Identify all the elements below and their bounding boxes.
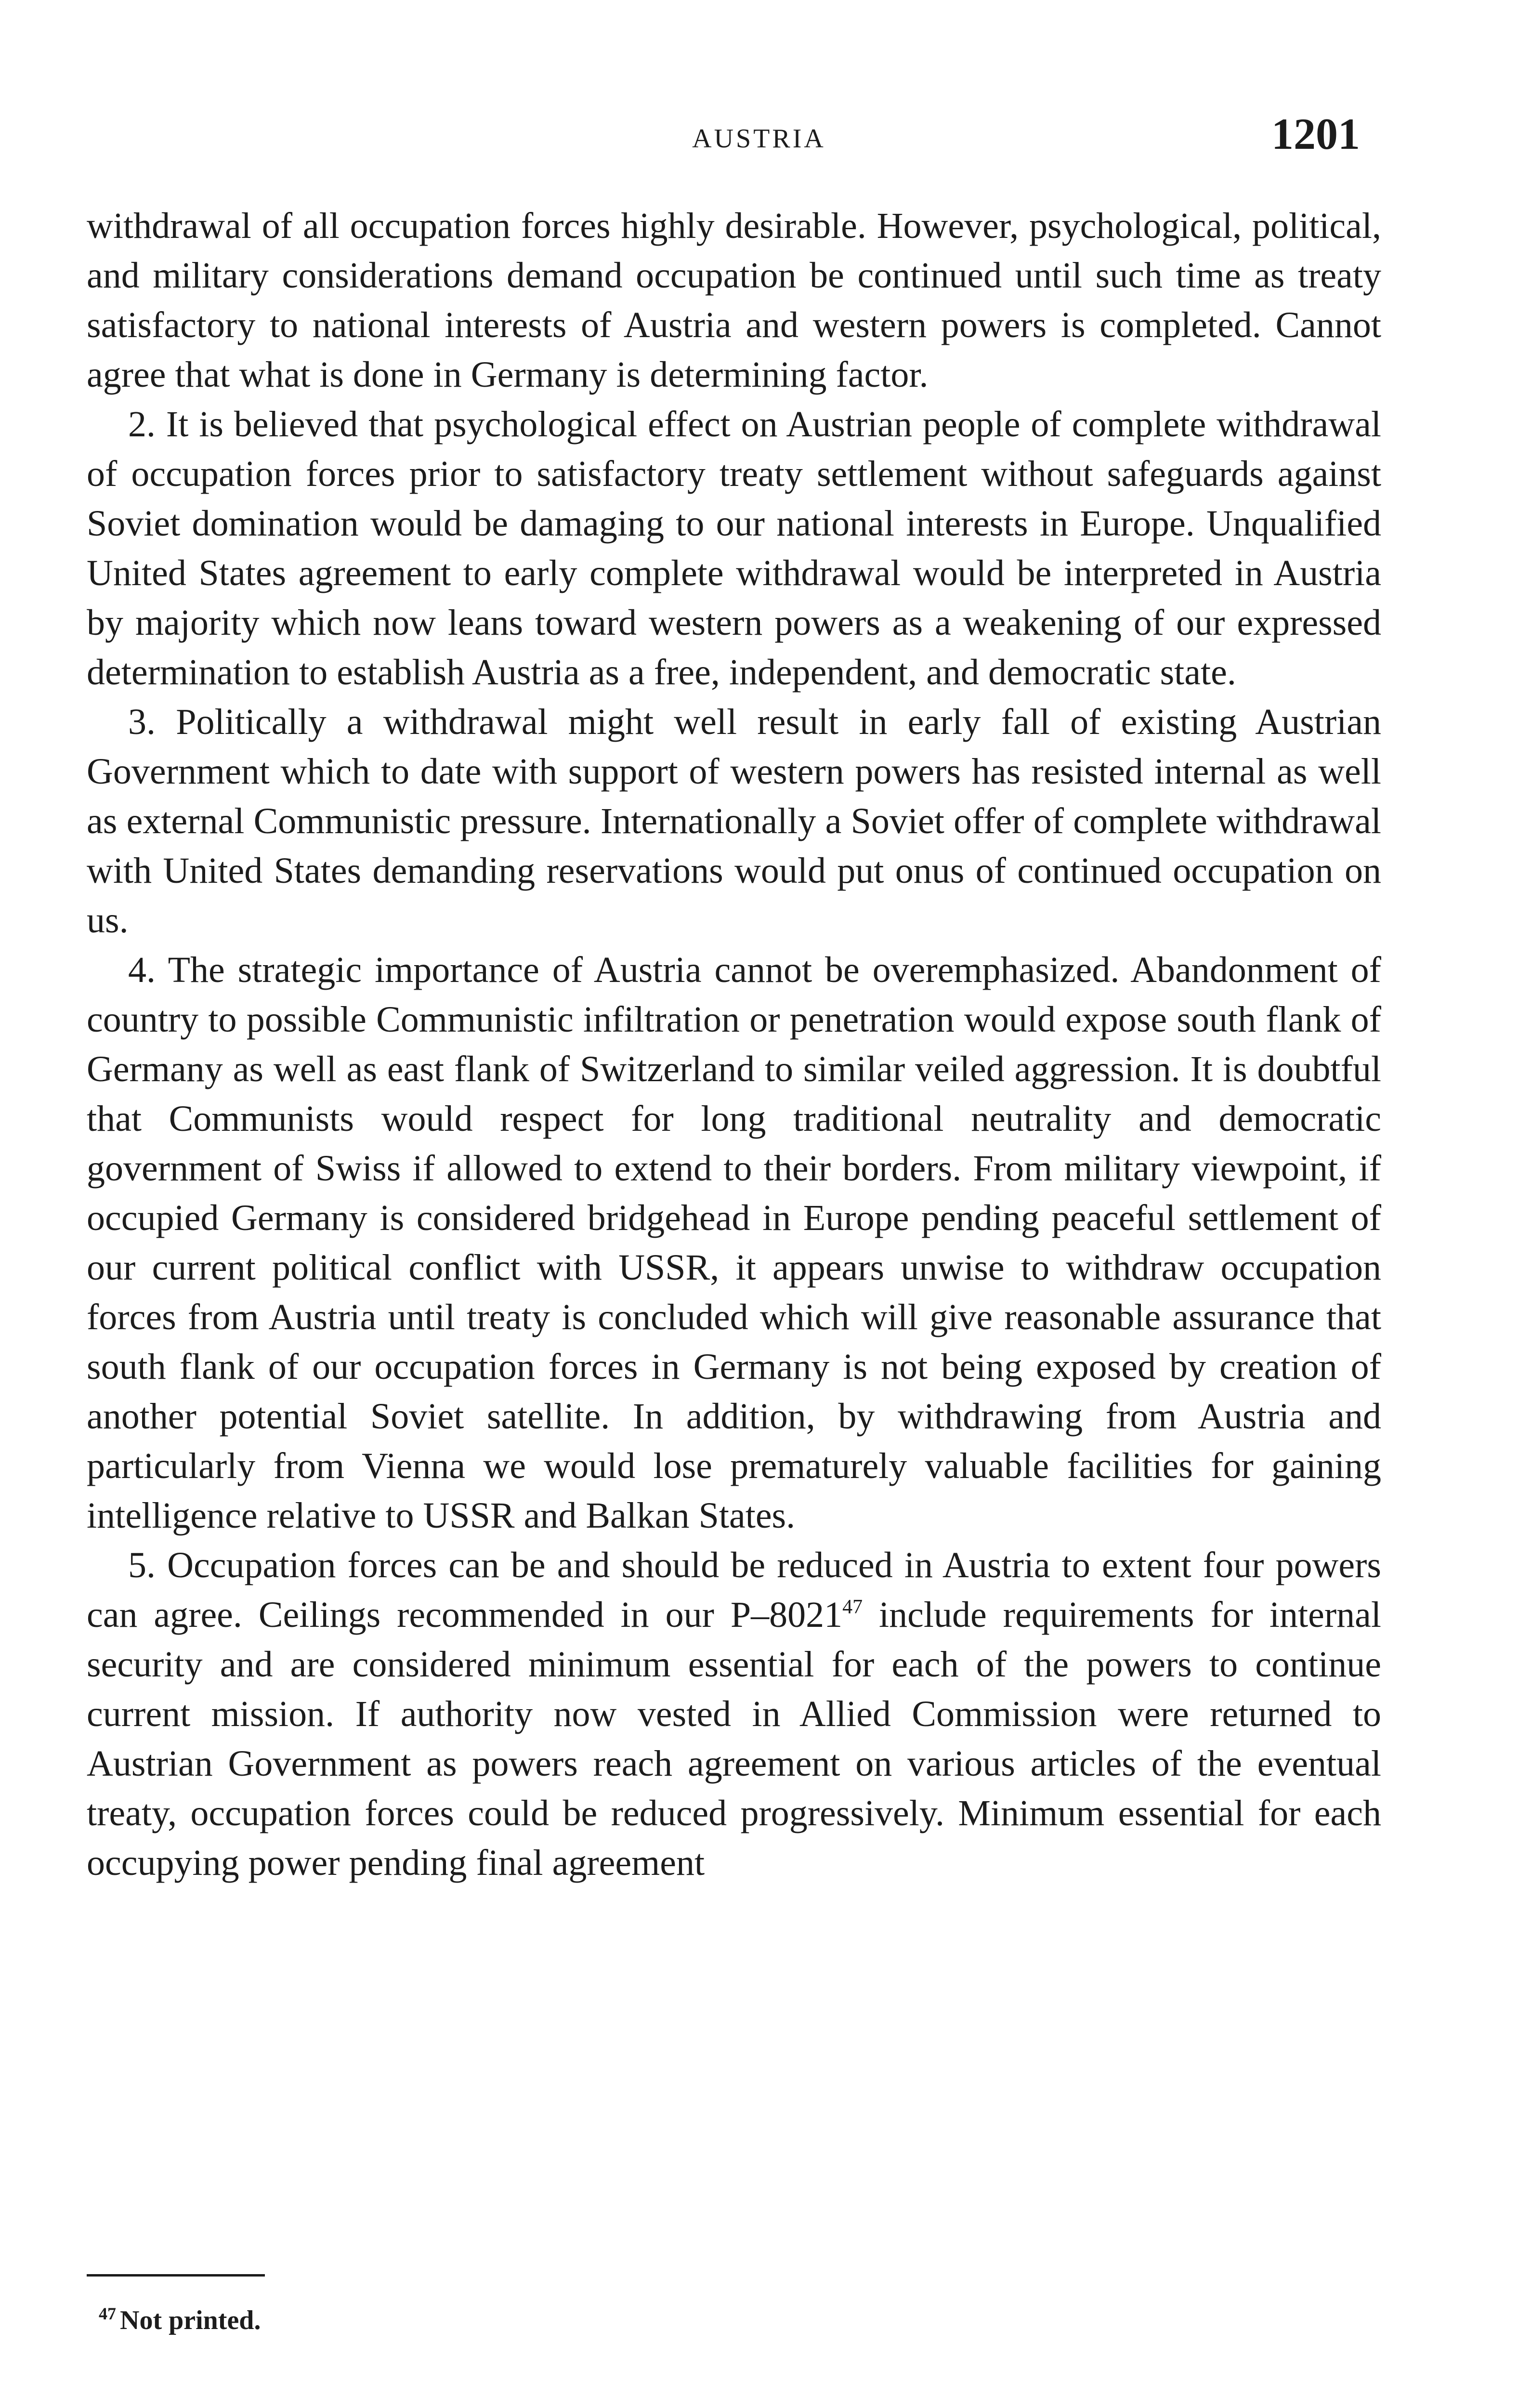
paragraph-2 [87, 400, 1381, 697]
paragraph-text: The strategic importance of Austria cannot be overemphasized. Abandonment of country to possible Communistic infiltration or penetration would expose south flank of Germany as well as east flank of Switzerland to similar veiled aggression. It is doubtful that Communists would respect for long traditional neutrality and democratic government of Swiss if allowed to extend to their borders. From military viewpoint, if occupied Germany is considered bridgehead in Europe pending peaceful settlement of our current political conflict with USSR, it appears unwise to withdraw occupation forces from Austria until treaty is concluded which will give reasonable assurance that south flank of our occupation forces in Germany is not being exposed by creation of another potential Soviet satellite. In addition, by withdrawing from Austria and particularly from Vienna we would lose prematurely valuable facilities for gaining intelligence relative to USSR and Balkan States. [87, 950, 1381, 1536]
paragraph-number: 2. [128, 404, 156, 445]
paragraph-text: Politically a withdrawal might well result in early fall of existing Austrian Government which to date with support of western powers has resisted internal as well as external Communistic pressure. Internationally a Soviet offer of complete withdrawal with United States demanding reservations would put onus of continued occupation on us. [87, 702, 1381, 941]
footnote [99, 2305, 261, 2336]
paragraph-3 [87, 697, 1381, 945]
paragraph-text: It is believed that psychological effect on Austrian people of complete withdrawal of occupation forces prior to satisfactory treaty settlement without safeguards against Soviet domination would be damaging to our national interests in Europe. Unqualified United States agreement to early complete withdrawal would be interpreted in Austria by majority which now leans toward western powers as a weakening of our expressed determination to establish Austria as a free, independent, and democratic state. [87, 404, 1382, 693]
paragraph-continued: withdrawal of all occupation forces highly desirable. However, psychological, political, and military considerations demand occupation be continued until such time as treaty satisfactory to national interests of Austria and western powers is completed. Cannot agree that what is done in Germany is determining factor. [87, 206, 1381, 395]
paragraph-number: 4. [128, 950, 156, 990]
paragraph-text: Occupation forces can be and should be reduced in Austria to extent four powers can agree. Ceilings recommended in our P–8021 [87, 1545, 1382, 1635]
footnote-divider [87, 2274, 265, 2277]
footnote-text: Not printed. [120, 2305, 261, 2335]
running-title: AUSTRIA [692, 124, 826, 154]
paragraph-number: 3. [128, 702, 156, 742]
page-number: 1201 [1271, 109, 1360, 158]
paragraph-5 [87, 1541, 1381, 1888]
body-text [87, 201, 1381, 1888]
footnote-reference: 47 [842, 1596, 863, 1618]
paragraph-text: include requirements for internal security and are considered minimum essential for each of the powers to continue current mission. If authority now vested in Allied Commission were returned to Austrian Government as powers reach agreement on various articles of the eventual treaty, occupation forces could be reduced progressively. Minimum essential for each occupying power pending final agreement [87, 1595, 1382, 1883]
paragraph-4 [87, 945, 1381, 1541]
paragraph-number: 5. [128, 1545, 156, 1585]
footnote-mark: 47 [99, 2304, 116, 2323]
